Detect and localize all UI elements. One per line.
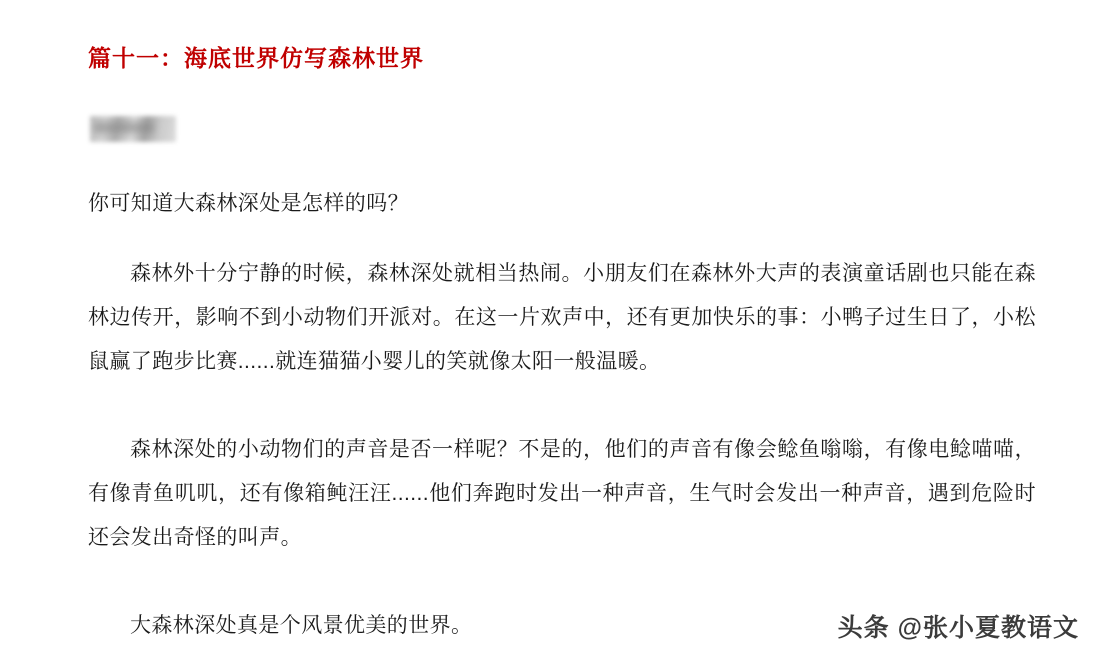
watermark: 头条 @张小夏教语文 [837,614,1079,642]
paragraph-3: 森林深处的小动物们的声音是否一样呢？不是的，他们的声音有像会鲶鱼嗡嗡，有像电鲶喵喵，有像青鱼叽叽，还有像箱鲀汪汪......他们奔跑时发出一种声音，生气时会发出一种声音，遇到危险时还会发出奇怪的叫声。 [88,438,1036,549]
author-name-redaction [90,116,176,142]
paragraph-4: 大森林深处真是个风景优美的世界。 [130,614,473,637]
paragraph-2: 森林外十分宁静的时候，森林深处就相当热闹。小朋友们在森林外大声的表演童话剧也只能在森林边传开，影响不到小动物们开派对。在这一片欢声中，还有更加快乐的事：小鸭子过生日了，小松鼠赢了跑步比赛......就连猫猫小婴儿的笑就像太阳一般温暖。 [88,262,1036,373]
paragraph-1: 你可知道大森林深处是怎样的吗？ [88,192,409,215]
page-title: 篇十一：海底世界仿写森林世界 [88,45,424,71]
